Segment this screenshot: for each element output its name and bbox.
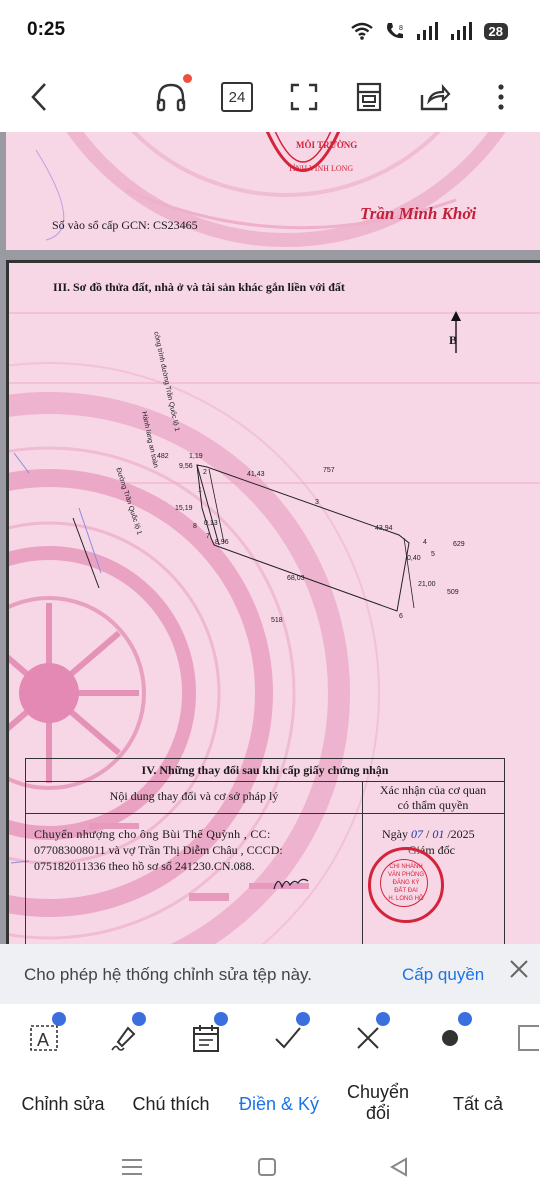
- change-content-line-3: 075182011336 theo hồ sơ số 241230.CN.088.: [34, 859, 255, 873]
- more-options-button[interactable]: [480, 76, 522, 118]
- office-stamp: [368, 847, 444, 923]
- fullscreen-button[interactable]: [283, 76, 325, 118]
- pro-badge-icon: [52, 1012, 66, 1026]
- section-4-title: IV. Những thay đổi sau khi cấp giấy chứng nhận: [141, 763, 389, 777]
- text-box-tool[interactable]: [24, 1018, 64, 1058]
- previous-page: [6, 132, 540, 250]
- page-count-button[interactable]: [216, 76, 258, 118]
- vertex-6: 6: [399, 613, 403, 620]
- status-icons: [350, 20, 508, 42]
- dot-tool[interactable]: [430, 1018, 470, 1058]
- stamp-line-2: VĂN PHÒNG: [387, 872, 424, 878]
- length-21-00: 21,00: [418, 581, 436, 588]
- road-label: Đường Trần Quốc lộ 1: [114, 467, 143, 536]
- svg-text:8: 8: [398, 25, 403, 32]
- calendar-icon: [191, 1022, 221, 1054]
- parcel-509: 509: [447, 589, 459, 596]
- stamp-line-4: ĐẤT ĐAI: [394, 888, 418, 894]
- document-viewer[interactable]: [0, 132, 540, 944]
- date-year: /2025: [447, 827, 475, 841]
- back-arrow-icon: [29, 82, 49, 112]
- vertex-5: 5: [431, 551, 435, 558]
- recent-apps-icon[interactable]: [120, 1156, 144, 1178]
- svg-text:A: A: [37, 1030, 50, 1050]
- length-1-19: 1,19: [189, 453, 203, 460]
- signature-tool[interactable]: [104, 1018, 144, 1058]
- parcel-518: 518: [271, 617, 283, 624]
- certificate-number: Số vào sổ cấp GCN: CS23465: [52, 218, 198, 232]
- notification-dot: [183, 74, 192, 83]
- tab-annotate[interactable]: Chú thích: [132, 1094, 210, 1114]
- share-button[interactable]: [414, 76, 456, 118]
- pen-sign-icon: [108, 1022, 140, 1054]
- vertex-8: 8: [193, 523, 197, 530]
- change-content-line-1: Chuyển nhượng cho ông Bùi Thế Quỳnh , CC:: [34, 827, 271, 841]
- battery-icon: 28: [484, 23, 508, 40]
- date-prefix: Ngày: [382, 827, 408, 841]
- dot-icon: [440, 1028, 460, 1048]
- top-toolbar: [0, 62, 540, 132]
- change-content-line-2: 077083008011 và vợ Trần Thị Diễm Châu , CCCD:: [34, 843, 283, 857]
- length-41-43: 41,43: [247, 471, 265, 478]
- stamp-line-1: CHI NHÁNH: [389, 864, 423, 870]
- more-vertical-icon: [497, 83, 505, 111]
- column-header-confirmation-1: Xác nhận của cơ quan: [379, 783, 487, 797]
- confirm-role: Giám đốc: [408, 843, 455, 857]
- parcel-757: 757: [323, 467, 335, 474]
- stamp-text-bottom: TỈNH VĨNH LONG: [288, 164, 354, 173]
- current-page: [6, 260, 540, 944]
- more-tools[interactable]: [508, 1018, 540, 1058]
- parcel-629: 629: [453, 541, 465, 548]
- handwritten-signature: [272, 871, 312, 895]
- text-box-icon: [28, 1022, 60, 1054]
- length-0-40: 0,40: [407, 555, 421, 562]
- section-3-title: III. Sơ đồ thửa đất, nhà ở và tài sản khác gắn liền với đất: [53, 280, 345, 294]
- tab-all[interactable]: Tất cả: [452, 1094, 504, 1114]
- changes-table: [25, 758, 505, 944]
- date-day: 07: [411, 827, 423, 841]
- stamp-text-top: MÔI TRƯỜNG: [296, 140, 358, 150]
- pro-badge-icon: [132, 1012, 146, 1026]
- length-68-03: 68,03: [287, 575, 305, 582]
- cross-icon: [354, 1024, 382, 1052]
- checkmark-tool[interactable]: [268, 1018, 308, 1058]
- tab-convert[interactable]: [330, 1082, 426, 1124]
- page-view-button[interactable]: [348, 76, 390, 118]
- vertex-4: 4: [423, 539, 427, 546]
- listen-button[interactable]: [150, 76, 192, 118]
- rectangle-icon: [509, 1023, 539, 1053]
- stamp-line-5: H. LONG HỒ: [388, 896, 424, 902]
- bottom-tabs: [0, 1072, 540, 1138]
- pro-badge-icon: [458, 1012, 472, 1026]
- status-bar: [0, 0, 540, 62]
- tab-convert-line-1: Chuyển: [346, 1082, 410, 1102]
- pro-badge-icon: [376, 1012, 390, 1026]
- length-0-13: 0,13: [204, 520, 218, 527]
- date-tool[interactable]: [186, 1018, 226, 1058]
- page-layout-icon: [355, 82, 383, 112]
- vertex-3: 3: [315, 499, 319, 506]
- pro-badge-icon: [214, 1012, 228, 1026]
- fullscreen-icon: [290, 83, 318, 111]
- system-nav-bar: [0, 1138, 540, 1200]
- signal-icon-2: [450, 22, 474, 40]
- length-9-56: 9,56: [179, 463, 193, 470]
- confirm-date: Ngày 07 / 01 /2025: [382, 827, 475, 841]
- tab-fill-sign[interactable]: Điền & Ký: [238, 1094, 320, 1114]
- length-43-94: 43,94: [375, 525, 393, 532]
- permission-message: Cho phép hệ thống chỉnh sửa tệp này.: [24, 965, 312, 984]
- vertex-7: 7: [206, 533, 210, 540]
- corridor-label-1: Hành lang an toàn: [140, 411, 159, 469]
- page-count: 24: [221, 82, 253, 112]
- column-header-changes: Nội dung thay đổi và cơ sở pháp lý: [109, 789, 279, 803]
- headphones-icon: [154, 80, 188, 114]
- share-icon: [419, 83, 451, 111]
- fill-sign-tools: [0, 1004, 540, 1073]
- column-header-confirmation-2: có thẩm quyền: [397, 798, 469, 812]
- vertex-1: 1: [198, 487, 202, 494]
- close-icon[interactable]: [506, 956, 532, 982]
- vertex-2: 2: [203, 469, 207, 476]
- checkmark-icon: [273, 1023, 303, 1053]
- back-nav-icon[interactable]: [388, 1156, 410, 1178]
- tab-edit[interactable]: Chỉnh sửa: [21, 1094, 105, 1114]
- permission-bar: [0, 944, 540, 1004]
- pro-badge-icon: [296, 1012, 310, 1026]
- date-month: 01: [432, 827, 445, 841]
- home-icon[interactable]: [256, 1156, 278, 1178]
- signature-name: Trần Minh Khởi: [360, 204, 477, 223]
- back-button[interactable]: [18, 76, 60, 118]
- call-icon: [384, 21, 406, 41]
- status-time: 0:25: [27, 19, 66, 40]
- length-8-96: 8,96: [215, 539, 229, 546]
- wifi-icon: [350, 22, 374, 40]
- north-label: B: [449, 333, 458, 347]
- parcel-482: 482: [157, 453, 169, 460]
- stamp-line-3: ĐĂNG KÝ: [392, 880, 420, 886]
- signal-icon-1: [416, 22, 440, 40]
- corridor-label-2: công trình đường Trần Quốc lộ 1: [152, 331, 181, 433]
- land-parcel-map: [9, 383, 540, 763]
- tab-convert-line-2: đổi: [365, 1103, 391, 1123]
- cross-tool[interactable]: [348, 1018, 388, 1058]
- length-15-19: 15,19: [175, 505, 193, 512]
- grant-permission-button[interactable]: Cấp quyền: [402, 965, 485, 984]
